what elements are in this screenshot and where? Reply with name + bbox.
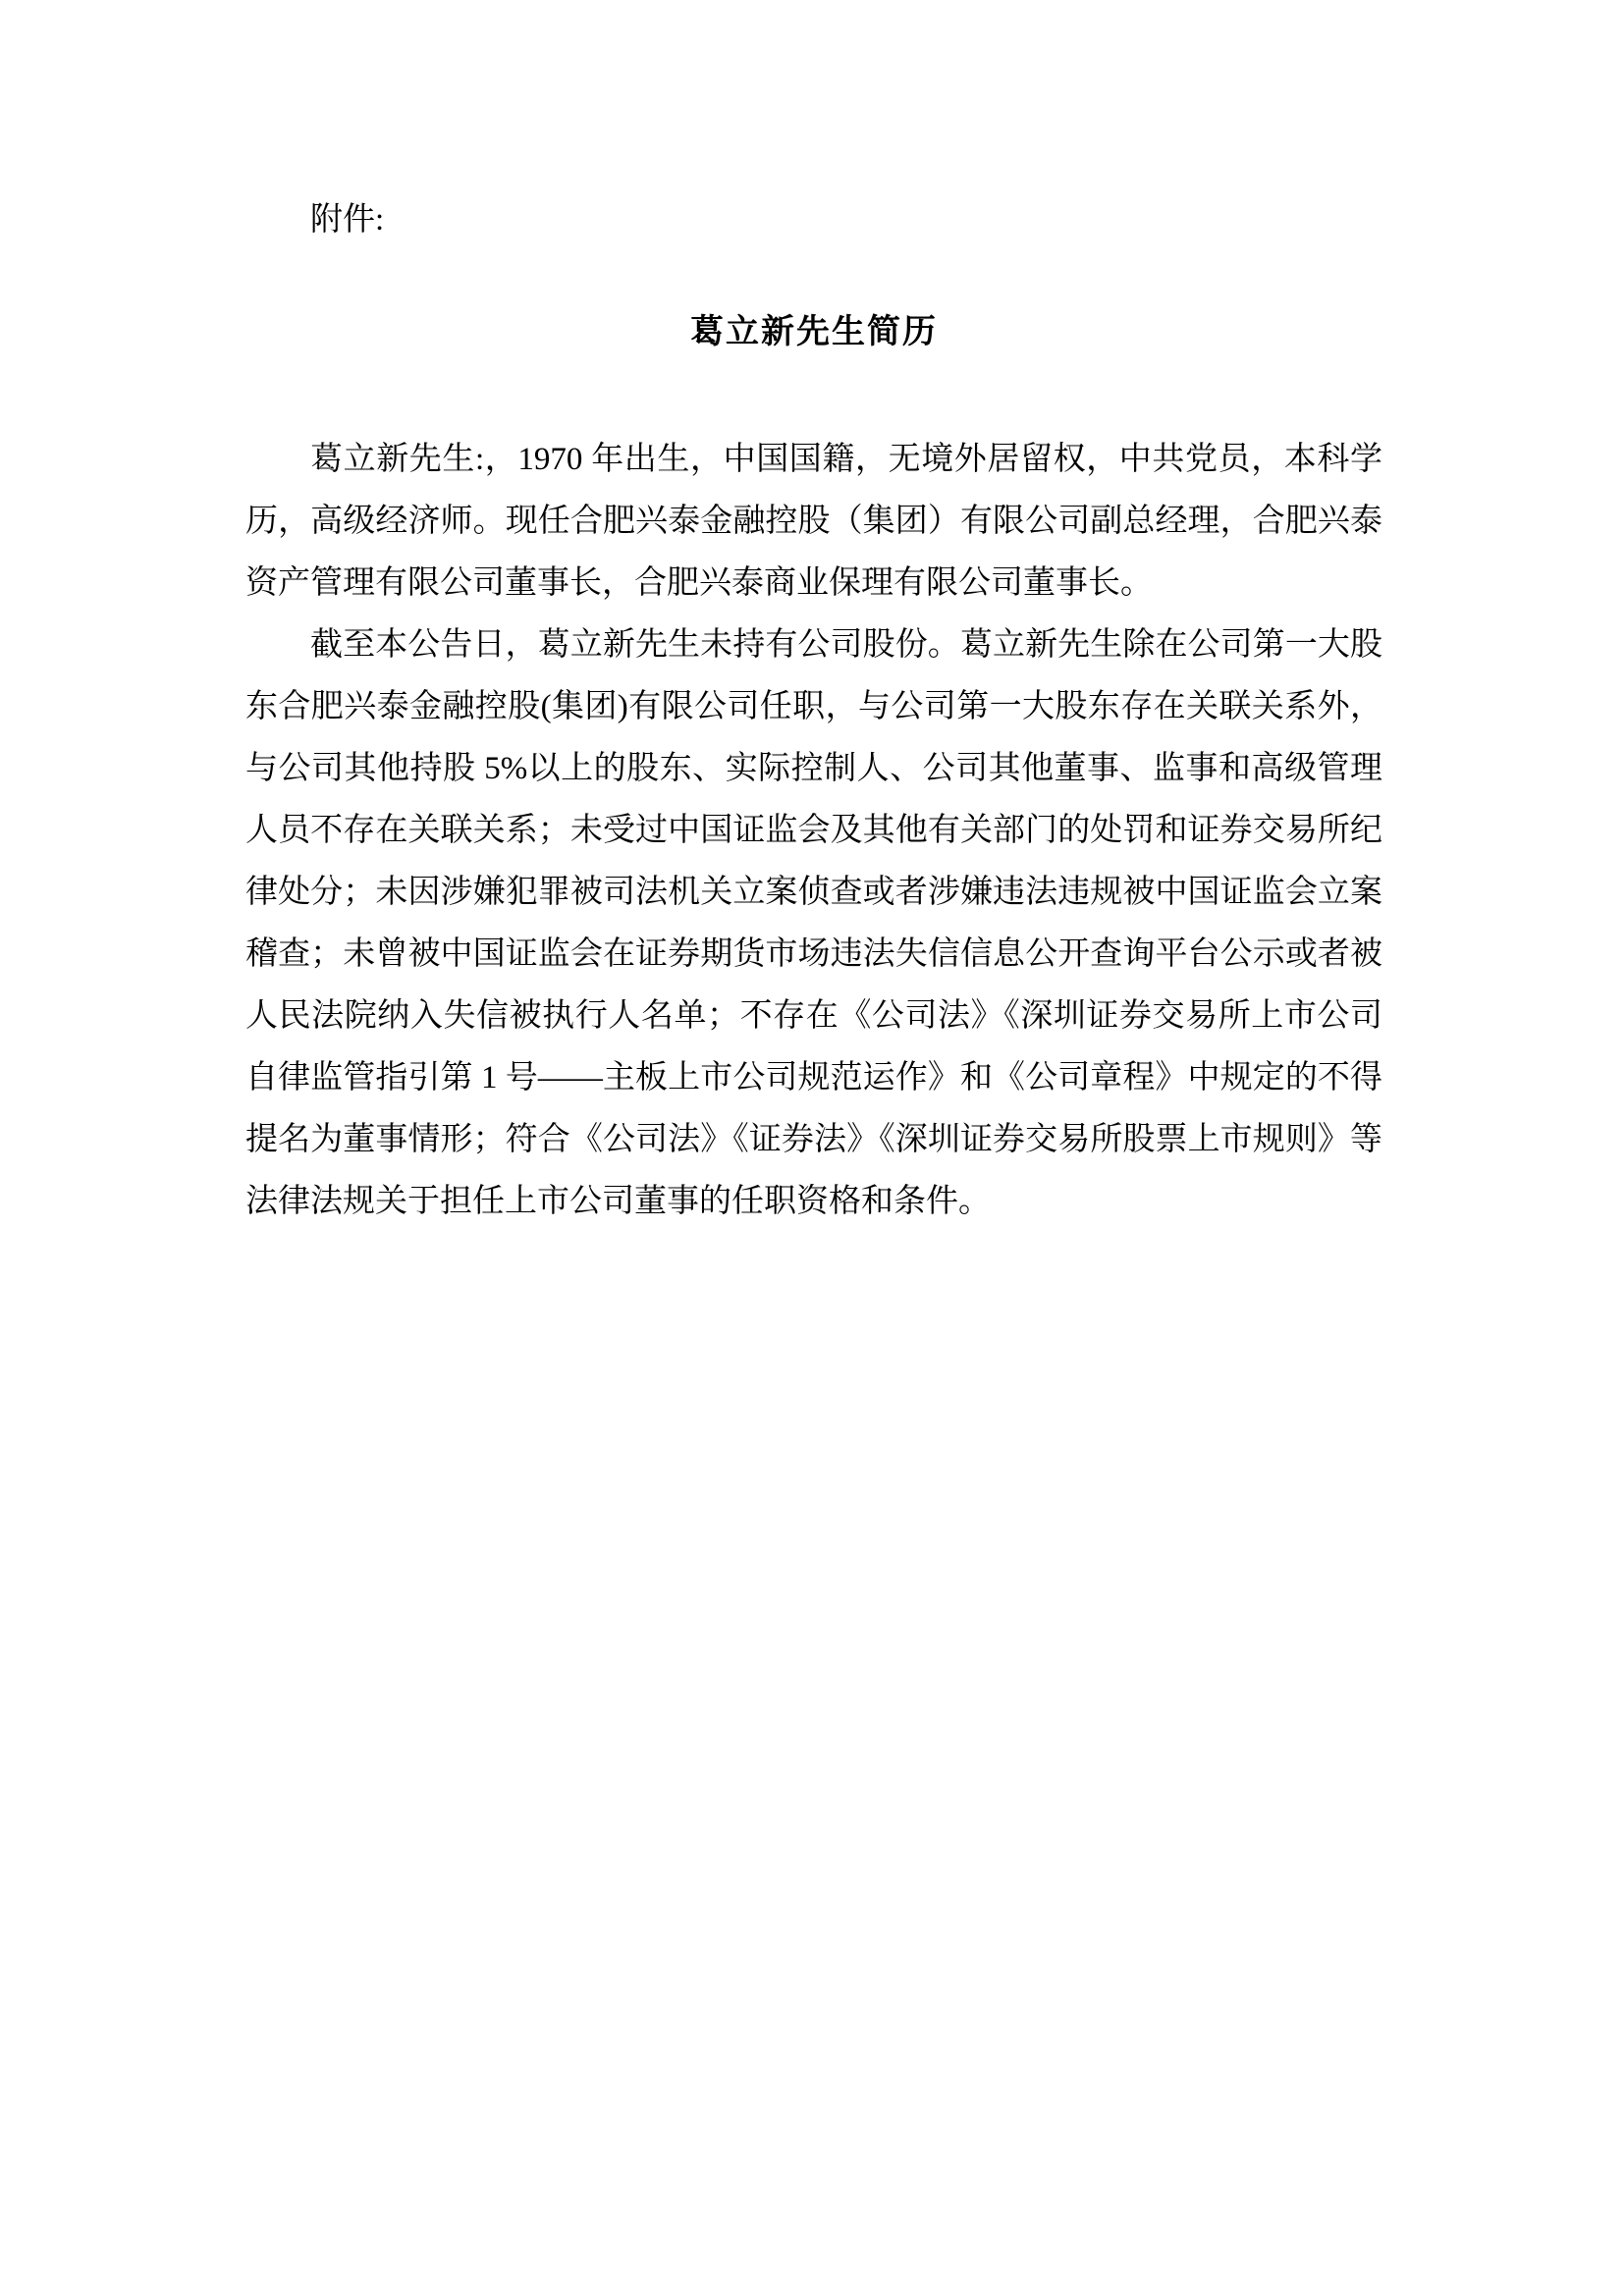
- paragraph-compliance-statement: 截至本公告日，葛立新先生未持有公司股份。葛立新先生除在公司第一大股东合肥兴泰金融控股(集团)有限公司任职，与公司第一大股东存在关联关系外，与公司其他持股 5%以上的股东、实际控制人、公司其他董事、监事和高级管理人员不存在关联关系；未受过中国证监会及其他有关部门的处罚和证券交易所纪律处分；未因涉嫌犯罪被司法机关立案侦查或者涉嫌违法违规被中国证监会立案稽查；未曾被中国证监会在证券期货市场违法失信信息公开查询平台公示或者被人民法院纳入失信被执行人名单；不存在《公司法》《深圳证券交易所上市公司自律监管指引第 1 号——主板上市公司规范运作》和《公司章程》中规定的不得提名为董事情形；符合《公司法》《证券法》《深圳证券交易所股票上市规则》等法律法规关于担任上市公司董事的任职资格和条件。: [245, 627, 1382, 1219]
- attachment-label: 附件:: [310, 202, 385, 238]
- paragraph-basic-info: 葛立新先生:，1970 年出生，中国国籍，无境外居留权，中共党员，本科学历，高级经济师。现任合肥兴泰金融控股（集团）有限公司副总经理，合肥兴泰资产管理有限公司董事长，合肥兴泰商业保理有限公司董事长。: [245, 442, 1382, 601]
- page-title: 葛立新先生简历: [690, 314, 938, 350]
- biography-body: [245, 429, 1382, 1233]
